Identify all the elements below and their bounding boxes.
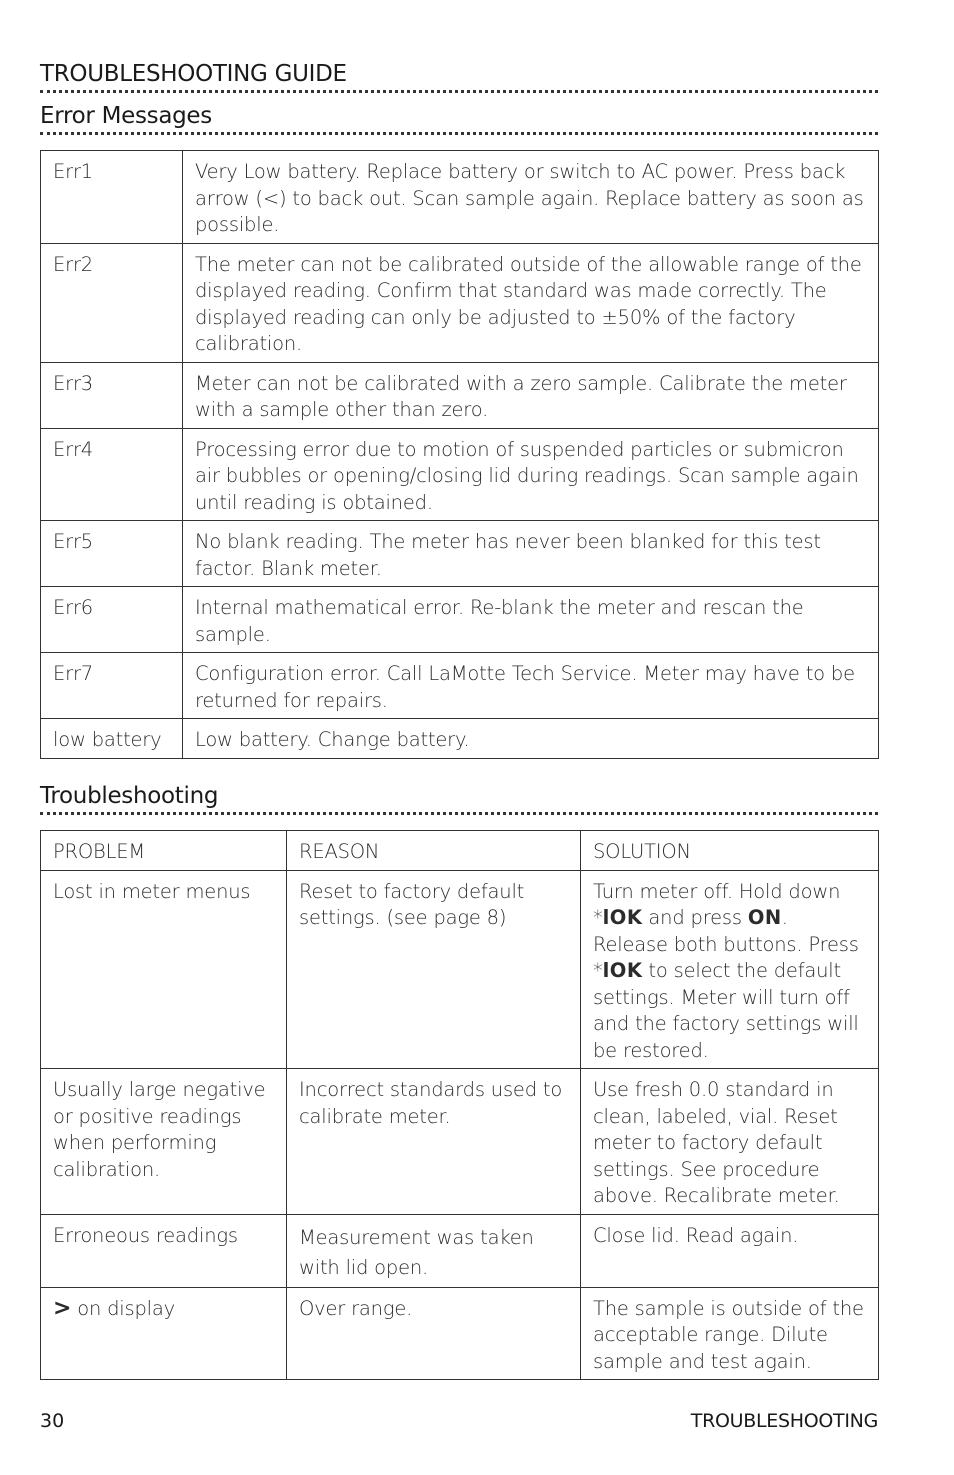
on-key-label: ON <box>747 906 782 929</box>
page-title: TROUBLESHOOTING GUIDE <box>40 60 878 93</box>
solution-text: . Release both buttons. Press * <box>593 906 859 982</box>
error-description: The meter can not be calibrated outside of the allowable range of the displayed reading. Confirm that standard was made correctly. The displayed reading can only be adjusted to ±50% of the factory calibration. <box>183 243 879 362</box>
troubleshooting-table <box>40 830 879 1380</box>
solution-text: to select the default settings. Meter will turn off and the factory settings will be restored. <box>593 959 859 1062</box>
reason-cell: Incorrect standards used to calibrate meter. <box>287 1069 581 1215</box>
error-description: Configuration error. Call LaMotte Tech Service. Meter may have to be returned for repairs. <box>183 653 879 719</box>
error-description: Very Low battery. Replace battery or switch to AC power. Press back arrow (<) to back out. Scan sample again. Replace battery as soon as possible. <box>183 151 879 244</box>
solution-cell <box>581 870 879 1069</box>
table-row <box>41 587 879 653</box>
table-header-row <box>41 831 879 871</box>
problem-cell: Lost in meter menus <box>41 870 287 1069</box>
table-row <box>41 1069 879 1215</box>
column-header-solution: SOLUTION <box>581 831 879 871</box>
ok-key-label: lOK <box>602 906 643 929</box>
error-code: Err6 <box>41 587 183 653</box>
error-code: Err4 <box>41 428 183 521</box>
footer-section-label: TROUBLESHOOTING <box>690 1410 878 1432</box>
error-description: Meter can not be calibrated with a zero sample. Calibrate the meter with a sample other than zero. <box>183 362 879 428</box>
table-row <box>41 1214 879 1287</box>
reason-cell: Measurement was taken with lid open. <box>287 1214 581 1287</box>
problem-text: on display <box>71 1296 175 1320</box>
table-row <box>41 428 879 521</box>
table-row <box>41 653 879 719</box>
solution-text: Turn meter off. Hold down * <box>593 879 841 929</box>
column-header-problem: PROBLEM <box>41 831 287 871</box>
error-messages-heading: Error Messages <box>40 102 878 135</box>
troubleshooting-heading: Troubleshooting <box>40 782 878 815</box>
table-row <box>41 243 879 362</box>
error-code: low battery <box>41 719 183 759</box>
table-row <box>41 1287 879 1380</box>
solution-cell: Use fresh 0.0 standard in clean, labeled, vial. Reset meter to factory default settings. See procedure above. Recalibrate meter. <box>581 1069 879 1215</box>
table-row <box>41 151 879 244</box>
problem-cell: Usually large negative or positive readings when performing calibration. <box>41 1069 287 1215</box>
error-code: Err5 <box>41 521 183 587</box>
error-messages-table <box>40 150 879 759</box>
table-row <box>41 521 879 587</box>
reason-cell: Reset to factory default settings. (see page 8) <box>287 870 581 1069</box>
column-header-reason: REASON <box>287 831 581 871</box>
error-description: Internal mathematical error. Re-blank the meter and rescan the sample. <box>183 587 879 653</box>
table-row <box>41 719 879 759</box>
problem-cell: Erroneous readings <box>41 1214 287 1287</box>
table-row <box>41 362 879 428</box>
problem-cell <box>41 1287 287 1380</box>
error-code: Err7 <box>41 653 183 719</box>
ok-key-label: lOK <box>602 959 643 982</box>
error-description: Processing error due to motion of suspended particles or submicron air bubbles or opening/closing lid during readings. Scan sample again until reading is obtained. <box>183 428 879 521</box>
solution-text: and press <box>642 906 748 929</box>
error-code: Err1 <box>41 151 183 244</box>
solution-cell: The sample is outside of the acceptable range. Dilute sample and test again. <box>581 1287 879 1380</box>
page-number: 30 <box>40 1410 65 1432</box>
solution-cell: Close lid. Read again. <box>581 1214 879 1287</box>
error-code: Err2 <box>41 243 183 362</box>
greater-than-symbol: > <box>53 1295 72 1321</box>
reason-cell: Over range. <box>287 1287 581 1380</box>
error-description: Low battery. Change battery. <box>183 719 879 759</box>
error-code: Err3 <box>41 362 183 428</box>
table-row <box>41 870 879 1069</box>
error-description: No blank reading. The meter has never been blanked for this test factor. Blank meter. <box>183 521 879 587</box>
